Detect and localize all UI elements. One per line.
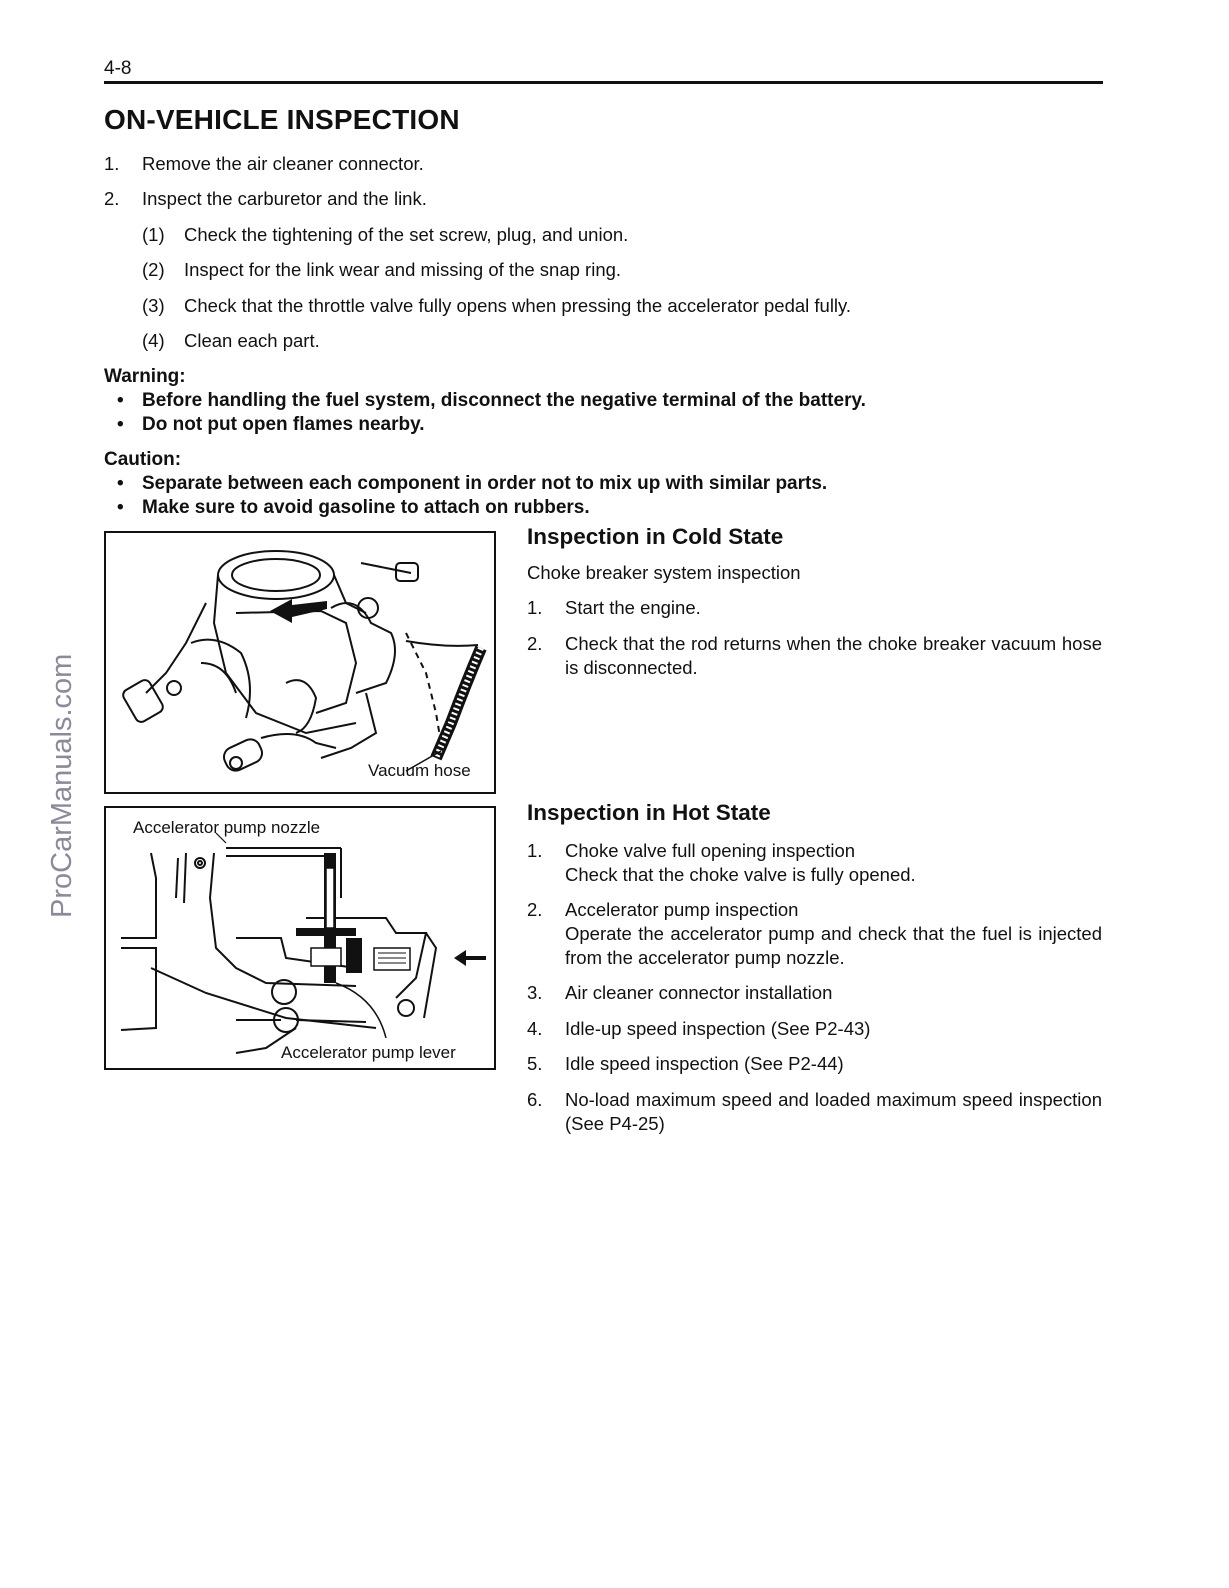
page-title: ON-VEHICLE INSPECTION <box>104 104 460 135</box>
cold-state-intro: Choke breaker system inspection <box>527 562 801 583</box>
watermark: ProCarManuals.com <box>46 653 78 918</box>
warning-heading: Warning: <box>104 366 186 387</box>
accelerator-pump-nozzle-label: Accelerator pump nozzle <box>133 818 321 837</box>
header-rule <box>104 81 1103 84</box>
cold-state-title: Inspection in Cold State <box>527 524 784 549</box>
caution-item: • Make sure to avoid gasoline to attach on rubbers. <box>117 497 590 518</box>
warning-item: • Before handling the fuel system, disconnect the negative terminal of the battery. <box>117 390 866 411</box>
carburetor-figure <box>104 531 496 794</box>
caution-item: • Separate between each component in order not to mix up with similar parts. <box>117 473 828 494</box>
page-number: 4-8 <box>104 58 132 79</box>
vacuum-hose-label: Vacuum hose <box>368 761 471 780</box>
accelerator-pump-drawing <box>106 808 494 1068</box>
carburetor-drawing <box>106 533 494 792</box>
accelerator-pump-lever-label: Accelerator pump lever <box>281 1043 456 1062</box>
bullet-icon: • <box>117 414 124 435</box>
accelerator-pump-figure <box>104 806 496 1070</box>
caution-heading: Caution: <box>104 449 182 470</box>
bullet-icon: • <box>117 390 124 411</box>
bullet-icon: • <box>117 497 124 518</box>
hot-state-title: Inspection in Hot State <box>527 800 771 825</box>
warning-item: • Do not put open flames nearby. <box>117 414 425 435</box>
bullet-icon: • <box>117 473 124 494</box>
